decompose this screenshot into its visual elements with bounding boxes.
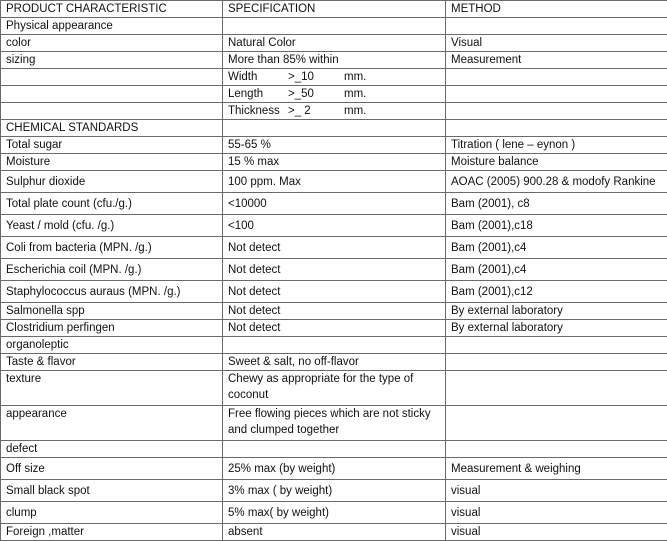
table-row: [1, 281, 667, 303]
header-method: METHOD: [446, 1, 667, 18]
method-cell: visual: [446, 524, 667, 541]
header-characteristic: PRODUCT CHARACTERISTIC: [1, 1, 223, 18]
table-row: [1, 171, 667, 193]
method-cell: Titration ( lene – eynon ): [446, 137, 667, 154]
characteristic-cell: Moisture: [1, 154, 223, 171]
characteristic-cell: appearance: [1, 406, 223, 441]
table-row: [1, 259, 667, 281]
characteristic-cell: Salmonella spp: [1, 303, 223, 320]
table-body: [1, 18, 667, 541]
method-cell: Measurement: [446, 52, 667, 69]
method-cell: Moisture balance: [446, 154, 667, 171]
specification-cell: [223, 441, 446, 458]
characteristic-cell: [1, 86, 223, 103]
table-row: [1, 502, 667, 524]
characteristic-cell: Total sugar: [1, 137, 223, 154]
characteristic-cell: Yeast / mold (cfu. /g.): [1, 215, 223, 237]
method-cell: Measurement & weighing: [446, 458, 667, 480]
method-cell: [446, 103, 667, 120]
method-cell: [446, 86, 667, 103]
section-row: [1, 441, 667, 458]
table-row: [1, 480, 667, 502]
specification-cell: Not detect: [223, 237, 446, 259]
table-row: [1, 154, 667, 171]
specification-cell: [223, 103, 446, 120]
characteristic-cell: Coli from bacteria (MPN. /g.): [1, 237, 223, 259]
characteristic-cell: Total plate count (cfu./g.): [1, 193, 223, 215]
method-cell: visual: [446, 502, 667, 524]
method-cell: visual: [446, 480, 667, 502]
table-row: [1, 103, 667, 120]
dimension-value: >_10: [288, 69, 344, 85]
specification-cell: Natural Color: [223, 35, 446, 52]
table-row: [1, 320, 667, 337]
header-specification: SPECIFICATION: [223, 1, 446, 18]
specification-cell: Chewy as appropriate for the type of coconut: [223, 371, 446, 406]
table-row: [1, 52, 667, 69]
method-cell: AOAC (2005) 900.28 & modofy Rankine: [446, 171, 667, 193]
method-cell: Bam (2001),c4: [446, 259, 667, 281]
characteristic-cell: [1, 103, 223, 120]
table-row: [1, 193, 667, 215]
table-row: [1, 215, 667, 237]
specification-cell: Not detect: [223, 320, 446, 337]
method-cell: By external laboratory: [446, 320, 667, 337]
dimension-value: >_ 2: [288, 103, 344, 119]
characteristic-cell: color: [1, 35, 223, 52]
characteristic-cell: CHEMICAL STANDARDS: [1, 120, 223, 137]
dimension-label: Thickness: [228, 103, 288, 119]
specification-cell: 55-65 %: [223, 137, 446, 154]
characteristic-cell: clump: [1, 502, 223, 524]
method-cell: [446, 354, 667, 371]
method-cell: [446, 371, 667, 406]
characteristic-cell: Off size: [1, 458, 223, 480]
table-row: [1, 303, 667, 320]
characteristic-cell: Staphylococcus auraus (MPN. /g.): [1, 281, 223, 303]
method-cell: [446, 120, 667, 137]
specification-cell: <100: [223, 215, 446, 237]
specification-cell: Free flowing pieces which are not sticky and clumped together: [223, 406, 446, 441]
specification-cell: [223, 18, 446, 35]
header-row: [1, 1, 667, 18]
method-cell: [446, 406, 667, 441]
specification-cell: 5% max( by weight): [223, 502, 446, 524]
characteristic-cell: defect: [1, 441, 223, 458]
characteristic-cell: Sulphur dioxide: [1, 171, 223, 193]
characteristic-cell: Foreign ,matter: [1, 524, 223, 541]
section-row: [1, 18, 667, 35]
specification-cell: Not detect: [223, 303, 446, 320]
dimension-label: Width: [228, 69, 288, 85]
characteristic-cell: organoleptic: [1, 337, 223, 354]
characteristic-cell: [1, 69, 223, 86]
specification-cell: [223, 69, 446, 86]
specification-cell: 100 ppm. Max: [223, 171, 446, 193]
method-cell: [446, 69, 667, 86]
characteristic-cell: Physical appearance: [1, 18, 223, 35]
specification-cell: absent: [223, 524, 446, 541]
table-row: [1, 69, 667, 86]
method-cell: [446, 18, 667, 35]
characteristic-cell: Escherichia coil (MPN. /g.): [1, 259, 223, 281]
method-cell: [446, 337, 667, 354]
dimension-value: >_50: [288, 86, 344, 102]
specification-cell: [223, 337, 446, 354]
characteristic-cell: Small black spot: [1, 480, 223, 502]
dimension-label: Length: [228, 86, 288, 102]
method-cell: [446, 441, 667, 458]
characteristic-cell: Taste & flavor: [1, 354, 223, 371]
characteristic-cell: Clostridium perfingen: [1, 320, 223, 337]
dimension-unit: mm.: [344, 71, 366, 83]
table-row: [1, 35, 667, 52]
table-row: [1, 137, 667, 154]
specification-cell: Not detect: [223, 259, 446, 281]
characteristic-cell: sizing: [1, 52, 223, 69]
method-cell: Bam (2001),c12: [446, 281, 667, 303]
dimension-unit: mm.: [344, 88, 366, 100]
specification-cell: 15 % max: [223, 154, 446, 171]
specification-cell: <10000: [223, 193, 446, 215]
table-row: [1, 406, 667, 441]
table-header: [1, 1, 667, 18]
table-row: [1, 237, 667, 259]
method-cell: Bam (2001),c4: [446, 237, 667, 259]
method-cell: Bam (2001), c8: [446, 193, 667, 215]
dimension-unit: mm.: [344, 105, 366, 117]
table-row: [1, 86, 667, 103]
specification-cell: Sweet & salt, no off-flavor: [223, 354, 446, 371]
specification-cell: [223, 86, 446, 103]
method-cell: Visual: [446, 35, 667, 52]
table-row: [1, 354, 667, 371]
characteristic-cell: texture: [1, 371, 223, 406]
specification-cell: More than 85% within: [223, 52, 446, 69]
specification-cell: [223, 120, 446, 137]
section-row: [1, 337, 667, 354]
method-cell: By external laboratory: [446, 303, 667, 320]
method-cell: Bam (2001),c18: [446, 215, 667, 237]
section-row: [1, 120, 667, 137]
specification-cell: 3% max ( by weight): [223, 480, 446, 502]
specification-cell: 25% max (by weight): [223, 458, 446, 480]
specification-cell: Not detect: [223, 281, 446, 303]
table-row: [1, 458, 667, 480]
table-row: [1, 371, 667, 406]
